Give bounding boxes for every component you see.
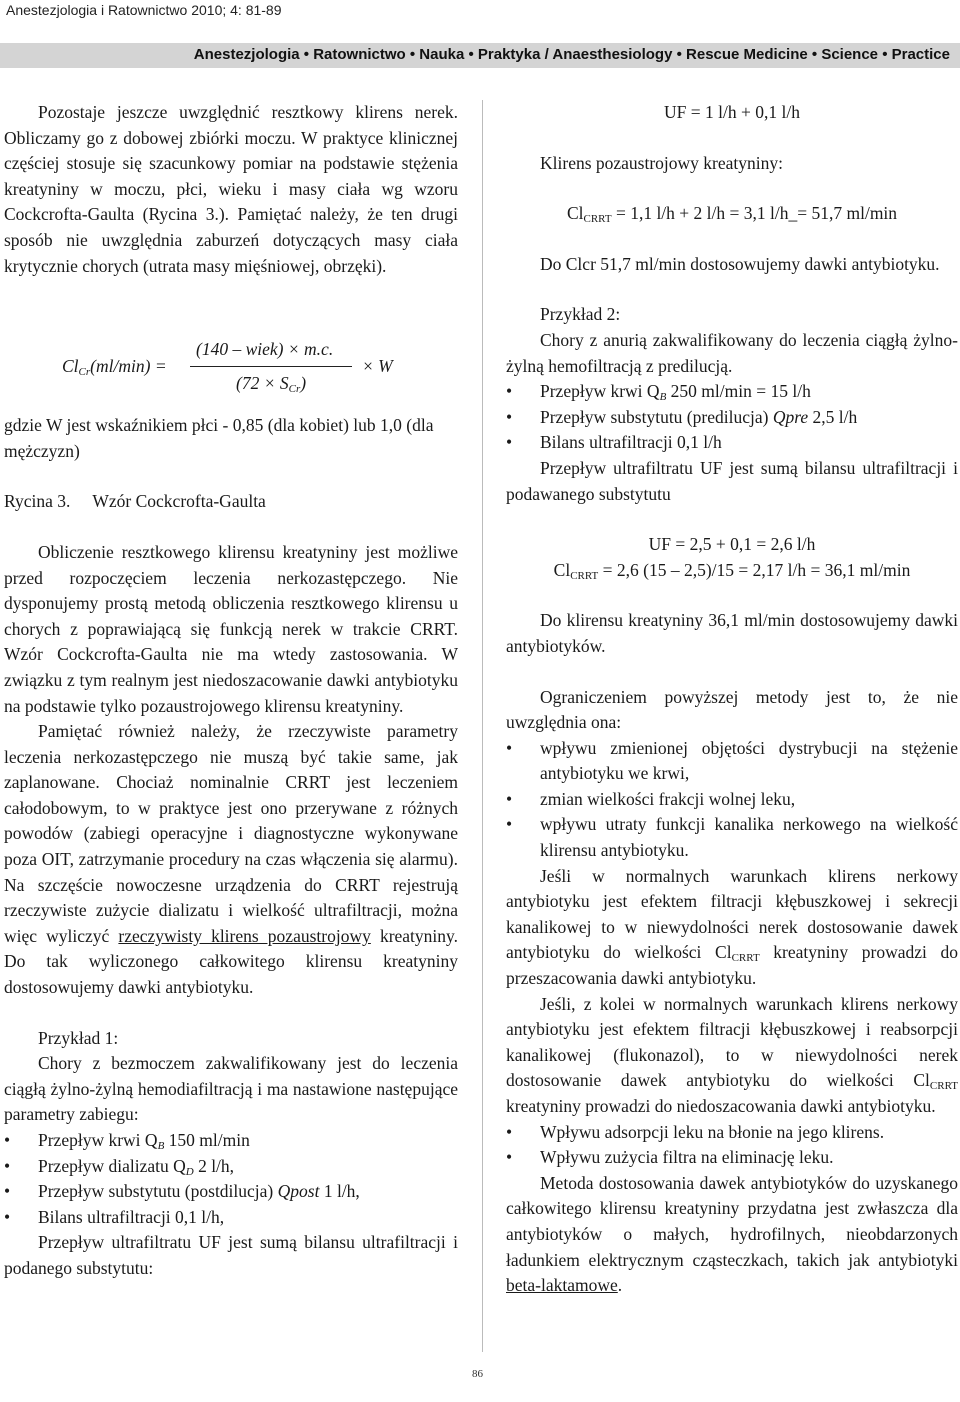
cl-crrt-equation-1: $Cl_{CRRT} = 1,1$ l/h + 2 l/h = 3,1 l/h_= 51,7 ml/min	[566, 203, 898, 226]
dose-adjust-2: Do klirensu kreatyniny 36,1 ml/min dostosowujemy dawki antybiotyków.	[506, 610, 958, 656]
list-item: • Wpływu adsorpcji leku na błonie na jego klirens.	[506, 1120, 958, 1146]
figure-label: Rycina 3.	[4, 491, 71, 512]
cl-crrt-equation-2: $Cl_{CRRT} = 2,6$ (15 – 2,5)/15 = 2,17 l/h = 36,1 ml/min	[553, 559, 911, 582]
dose-adjust-1: Do Clcr 51,7 ml/min dostosowujemy dawki antybiotyku.	[540, 253, 940, 274]
example1-uf-text: Przepływ ultrafiltratu UF jest sumą bilansu ultrafiltracji i podanego substytutu:	[4, 1232, 458, 1278]
list-item: • Bilans ultrafiltracji 0,1 l/h	[506, 430, 958, 456]
uf-equation-1: UF = 1 l/h + 0,1 l/h	[664, 102, 800, 122]
list-item: • Bilans ultrafiltracji 0,1 l/h,	[4, 1205, 458, 1231]
formula-w-factor: × W	[362, 356, 393, 377]
fraction-bar	[190, 366, 352, 367]
list-item: • Przepływ krwi $Q_B$ 150 ml/min	[4, 1128, 458, 1154]
clearance-label: Klirens pozaustrojowy kreatyniny:	[540, 152, 784, 173]
list-item: • wpływu utraty funkcji kanalika nerkowego na wielkość klirensu antybiotyku.	[506, 812, 958, 863]
paragraph-method-usefulness: Metoda dostosowania dawek antybiotyków do uzyskanego całkowitego klirensu kreatyniny przydatna jest zwłaszcza dla antybiotyków o małych, hydrofilnych, nieobdarzonych ładunkiem elektrycznym cząsteczkach, takich jak antybiotyki beta-laktamowe.	[506, 1172, 958, 1296]
example2-description: Chory z anurią zakwalifikowany do leczenia ciągłą żylno-żylną hemofiltracją z predilucją.	[506, 329, 958, 376]
limitations-intro: Ograniczeniem powyższej metody jest to, że nie uwzględnia ona:	[506, 686, 958, 733]
paragraph-where-w: gdzie W jest wskaźnikiem płci - 0,85 (dla kobiet) lub 1,0 (dla mężczyzn)	[4, 415, 434, 461]
formula-lhs: $Cl_{Cr}(ml/\min)$ =	[62, 356, 167, 379]
cockcroft-gault-formula	[4, 329, 458, 413]
paragraph-residual-estimation: Obliczenie resztkowego klirensu kreatyniny jest możliwe przed rozpoczęciem leczenia nerkozastępczego. Nie dysponujemy prostą metodą obliczenia resztkowego klirensu u chorych z poprawiającą się funkcją nerek w trakcie CRRT. Wzór Cockcrofta-Gaulta nie ma wtedy zastosowania. W związku z tym realnym jest niedoszacowanie dawki antybiotyku na podstawie tylko pozaustrojowego klirensu kreatyniny.	[4, 541, 458, 716]
example1-parameter-list	[4, 1128, 458, 1230]
list-item: • zmian wielkości frakcji wolnej leku,	[506, 787, 958, 813]
underlined-phrase: beta-laktamowe	[506, 1275, 618, 1296]
list-item: • Przepływ dializatu $Q_D$ 2 l/h,	[4, 1154, 458, 1180]
uf-equation-2: UF = 2,5 + 0,1 = 2,6 l/h	[648, 534, 816, 555]
example1-title: Przykład 1:	[38, 1027, 119, 1048]
figure-title: Wzór Cockcrofta-Gaulta	[92, 491, 266, 512]
example2-uf-text: Przepływ ultrafiltratu UF jest sumą bilansu ultrafiltracji i podawanego substytutu	[506, 457, 958, 504]
example1-description: Chory z bezmoczem zakwalifikowany jest do leczenia ciągłą żylno-żylną hemodiafiltracją i ma nastawione następujące parametry zabiegu:	[4, 1053, 458, 1125]
journal-reference: Anestezjologia i Ratownictwo 2010; 4: 81-89	[6, 2, 282, 18]
formula-numerator: (140 – wiek) × m.c.	[196, 339, 334, 360]
example2-title: Przykład 2:	[540, 304, 621, 325]
paragraph-residual-clearance: Pozostaje jeszcze uwzględnić resztkowy klirens nerek. Obliczamy go z dobowej zbiórki moczu. W praktyce klinicznej częściej stosuje się szacunkowy pomiar na podstawie stężenia kreatyniny w moczu, płci, wieku i masy ciała wg wzoru Cockcrofta-Gaulta (Rycina 3.). Pamiętać należy, że ten drugi sposób nie uwzględnia zaburzeń dotyczących masy ciała krytycznie chorych (utrata masy mięśniowej, obrzęki).	[4, 102, 458, 276]
figure-caption	[4, 489, 458, 515]
formula-denominator: $(72 \times S_{Cr})$	[236, 373, 307, 396]
page-number: 86	[472, 1368, 483, 1380]
underlined-phrase: rzeczywisty klirens pozaustrojowy	[118, 925, 371, 946]
membrane-list	[506, 1120, 958, 1171]
list-item: • Przepływ substytutu (postdilucja) Qpost 1 l/h,	[4, 1179, 458, 1205]
right-column	[506, 100, 958, 1299]
column-divider	[482, 100, 483, 1352]
limitations-list	[506, 736, 958, 864]
paragraph-actual-parameters: Pamiętać również należy, że rzeczywiste parametry leczenia nerkozastępczego nie muszą być takie same, jak zaplanowane. Chociaż nominalnie CRRT jest leczeniem całodobowym, to w praktyce jest ono przerywane z różnych powodów (zabiegi operacyjne i diagnostyczne wykonywane poza OIT, zatrzymanie procedury na czas włączenia się alarmu). Na szczęście nowoczesne urządzenia do CRRT rejestrują rzeczywiste zużycie dializatu i wielkość ultrafiltracji, można więc wyliczyć rzeczywisty klirens pozaustrojowy kreatyniny. Do tak wyliczonego całkowitego klirensu kreatyniny dostosowujemy dawki antybiotyku.	[4, 721, 459, 998]
left-column	[4, 100, 458, 1282]
list-item: • Przepływ krwi $Q_B$ 250 ml/min = 15 l/h	[506, 379, 958, 405]
journal-banner	[0, 43, 960, 68]
paragraph-underestimation: Jeśli, z kolei w normalnych warunkach klirens nerkowy antybiotyku jest efektem filtracji kłębuszkowej i reabsorpcji kanalikowej (flukonazol), to w niewydolności nerek dostosowanie dawek antybiotyku do wielkości $Cl_{CRRT}$ kreatyniny prowadzi do niedoszacowania dawki antybiotyku.	[506, 993, 958, 1116]
list-item: • wpływu zmienionej objętości dystrybucji na stężenie antybiotyku we krwi,	[506, 736, 958, 787]
banner-text: Anestezjologia • Ratownictwo • Nauka • Praktyka / Anaesthesiology • Rescue Medicine • Science • Practice	[193, 46, 950, 63]
list-item: • Przepływ substytutu (predilucja) Qpre 2,5 l/h	[506, 405, 958, 431]
example2-parameter-list	[506, 379, 958, 456]
list-item: • Wpływu zużycia filtra na eliminację leku.	[506, 1145, 958, 1171]
paragraph-overestimation: Jeśli w normalnych warunkach klirens nerkowy antybiotyku jest efektem filtracji kłębuszkowej i sekrecji kanalikowej to w niewydolności nerek dostosowanie dawek antybiotyku do wielkości $Cl_{CRRT}$ kreatyniny prowadzi do przeszacowania dawki antybiotyku.	[506, 865, 958, 989]
